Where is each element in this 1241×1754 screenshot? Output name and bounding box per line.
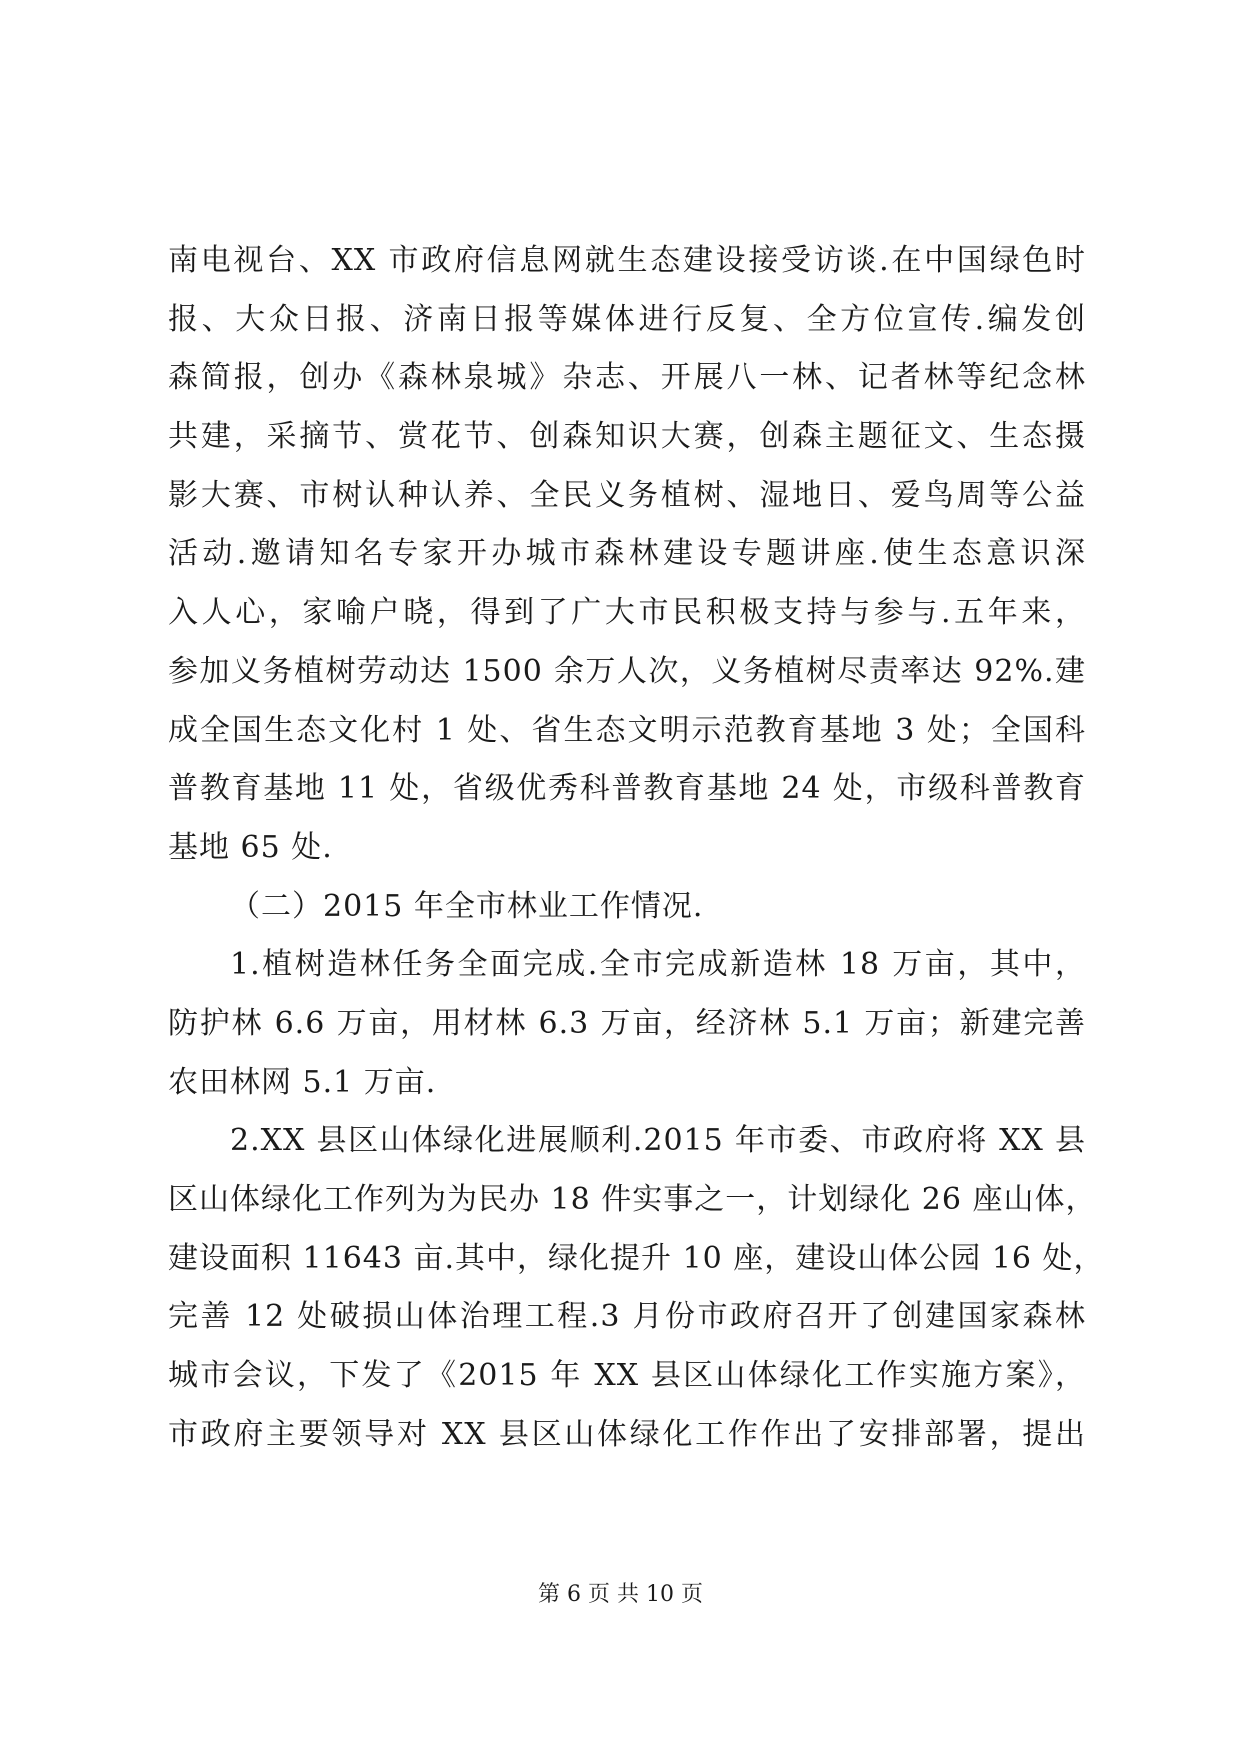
text-line: 参加义务植树劳动达 1500 余万人次，义务植树尽责率达 92%.建 xyxy=(168,653,1086,689)
text-line: 活动.邀请知名专家开办城市森林建设专题讲座.使生态意识深 xyxy=(168,536,1086,572)
text-line: 完善 12 处破损山体治理工程.3 月份市政府召开了创建国家森林 xyxy=(168,1299,1086,1335)
text-line: 影大赛、市树认种认养、全民义务植树、湿地日、爱鸟周等公益 xyxy=(168,477,1086,513)
paragraph xyxy=(168,936,1086,1112)
text-line: 防护林 6.6 万亩，用材林 6.3 万亩，经济林 5.1 万亩；新建完善 xyxy=(168,1005,1086,1041)
text-line: 市政府主要领导对 XX 县区山体绿化工作作出了安排部署，提出 xyxy=(168,1416,1086,1452)
paragraph xyxy=(168,232,1086,878)
text-line: 普教育基地 11 处，省级优秀科普教育基地 24 处，市级科普教育 xyxy=(168,771,1086,807)
text-line: 南电视台、XX 市政府信息网就生态建设接受访谈.在中国绿色时 xyxy=(168,243,1086,278)
text-line: 入人心，家喻户晓，得到了广大市民积极支持与参与.五年来， xyxy=(168,595,1086,631)
text-line: 城市会议，下发了《2015 年 XX 县区山体绿化工作实施方案》， xyxy=(168,1358,1086,1394)
text-line: 成全国生态文化村 1 处、省生态文明示范教育基地 3 处；全国科 xyxy=(168,712,1086,748)
text-line: 农田林网 5.1 万亩. xyxy=(168,1064,437,1100)
text-line: 共建，采摘节、赏花节、创森知识大赛，创森主题征文、生态摄 xyxy=(168,419,1086,455)
text-line: 建设面积 11643 亩.其中，绿化提升 10 座，建设山体公园 16 处， xyxy=(168,1240,1105,1276)
text-line: 1.植树造林任务全面完成.全市完成新造林 18 万亩，其中， xyxy=(230,947,1086,983)
text-line: 森简报，创办《森林泉城》杂志、开展八一林、记者林等纪念林 xyxy=(168,360,1086,396)
text-line: 报、大众日报、济南日报等媒体进行反复、全方位宣传.编发创 xyxy=(168,301,1086,337)
page-number-footer: 第 6 页 共 10 页 xyxy=(538,1582,703,1607)
document-body xyxy=(168,232,1105,1464)
text-line: 区山体绿化工作列为为民办 18 件实事之一，计划绿化 26 座山体， xyxy=(168,1182,1097,1217)
paragraph xyxy=(168,1112,1105,1464)
text-line: 基地 65 处. xyxy=(168,829,333,865)
text-line: 2.XX 县区山体绿化进展顺利.2015 年市委、市政府将 XX 县 xyxy=(230,1123,1086,1159)
section-heading xyxy=(168,878,1086,937)
text-line: （二）2015 年全市林业工作情况. xyxy=(230,888,704,924)
